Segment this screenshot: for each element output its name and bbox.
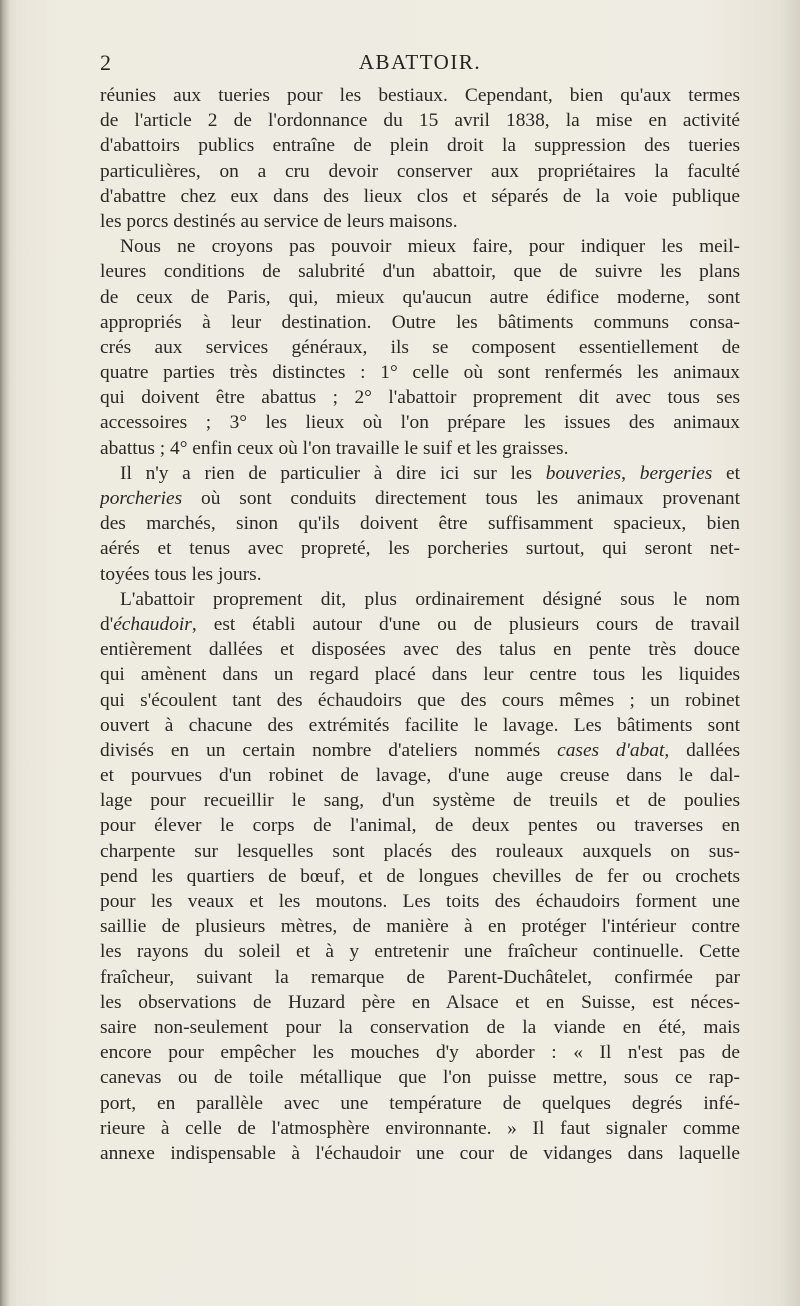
text-line: rieure à celle de l'atmosphère environnante. » Il faut signaler comme: [100, 1117, 740, 1139]
text-line: Il n'y a rien de particulier à dire ici sur les bouveries, bergeries et: [120, 462, 740, 484]
running-head: ABATTOIR.: [358, 50, 482, 74]
text-line: qui amènent dans un regard placé dans leur centre tous les liquides: [100, 664, 740, 686]
text-line: d'abattoirs publics entraîne de plein droit la suppression des tueries: [100, 135, 740, 157]
text-line: leures conditions de salubrité d'un abattoir, que de suivre les plans: [100, 261, 740, 283]
text-line: d'échaudoir, est établi autour d'une ou de plusieurs cours de travail: [100, 613, 740, 635]
text-line: encore pour empêcher les mouches d'y aborder : « Il n'est pas de: [100, 1042, 740, 1064]
body-text: [100, 83, 740, 1166]
page-gutter-shadow: [0, 0, 10, 1306]
text-line: de l'article 2 de l'ordonnance du 15 avril 1838, la mise en activité: [100, 110, 740, 132]
text-line: des marchés, sinon qu'ils doivent être suffisamment spacieux, bien: [100, 513, 740, 535]
page-header: [100, 50, 740, 80]
text-line: réunies aux tueries pour les bestiaux. Cependant, bien qu'aux termes: [100, 85, 740, 106]
text-line: et pourvues d'un robinet de lavage, d'une auge creuse dans le dal-: [100, 765, 740, 787]
text-line: divisés en un certain nombre d'ateliers nommés cases d'abat, dallées: [100, 739, 740, 761]
text-line: annexe indispensable à l'échaudoir une cour de vidanges dans laquelle: [100, 1142, 740, 1164]
text-line: Nous ne croyons pas pouvoir mieux faire, pour indiquer les meil-: [120, 236, 740, 258]
text-line: les porcs destinés au service de leurs maisons.: [100, 210, 458, 232]
text-line: pend les quartiers de bœuf, et de longues chevilles de fer ou crochets: [100, 865, 740, 887]
text-line: toyées tous les jours.: [100, 563, 262, 585]
text-line: port, en parallèle avec une température de quelques degrés infé-: [100, 1092, 740, 1114]
text-line: canevas ou de toile métallique que l'on puisse mettre, sous ce rap-: [100, 1067, 740, 1089]
text-line: fraîcheur, suivant la remarque de Parent-Duchâtelet, confirmée par: [100, 966, 740, 988]
text-line: les rayons du soleil et à y entretenir une fraîcheur continuelle. Cette: [100, 941, 740, 963]
text-line: particulières, on a cru devoir conserver aux propriétaires la faculté: [100, 160, 740, 182]
italic-term: porcheries: [100, 488, 183, 509]
text-line: qui doivent être abattus ; 2° l'abattoir proprement dit avec tous ses: [100, 387, 740, 409]
text-line: lage pour recueillir le sang, d'un système de treuils et de poulies: [100, 790, 740, 812]
text-line: appropriés à leur destination. Outre les bâtiments communs consa-: [100, 311, 740, 333]
text-line: d'abattre chez eux dans des lieux clos et séparés de la voie publique: [100, 185, 740, 207]
text-line: qui s'écoulent tant des échaudoirs que des cours mêmes ; un robinet: [100, 689, 740, 711]
text-line: saire non-seulement pour la conservation de la viande en été, mais: [100, 1016, 740, 1038]
text-line: abattus ; 4° enfin ceux où l'on travaille le suif et les graisses.: [100, 437, 569, 459]
text-line: L'abattoir proprement dit, plus ordinairement désigné sous le nom: [120, 588, 740, 610]
text-line: de ceux de Paris, qui, mieux qu'aucun autre édifice moderne, sont: [100, 286, 740, 308]
text-line: charpente sur lesquelles sont placés des rouleaux auxquels on sus-: [100, 840, 740, 862]
text-line: les observations de Huzard père en Alsace et en Suisse, est néces-: [100, 991, 740, 1013]
text-line: ouvert à chacune des extrémités facilite le lavage. Les bâtiments sont: [100, 714, 740, 736]
italic-term: bergeries: [639, 462, 713, 484]
text-line: aérés et tenus avec propreté, les porcheries surtout, qui seront net-: [100, 538, 740, 560]
text-line: pour les veaux et les moutons. Les toits des échaudoirs forment une: [100, 891, 740, 912]
italic-term: bouveries: [545, 462, 622, 484]
text-line: pour élever le corps de l'animal, de deux pentes ou traverses en: [100, 815, 740, 837]
text-line: accessoires ; 3° les lieux où l'on prépare les issues des animaux: [100, 412, 740, 434]
italic-term: cases d'abat: [557, 739, 665, 761]
text-line: crés aux services généraux, ils se composent essentiellement de: [100, 336, 740, 358]
page-number: 2: [100, 50, 111, 75]
text-line: saillie de plusieurs mètres, de manière à en protéger l'intérieur contre: [100, 916, 740, 938]
text-line: entièrement dallées et disposées avec des talus en pente très douce: [100, 639, 740, 661]
italic-term: échaudoir: [113, 613, 192, 635]
text-line: porcheries où sont conduits directement tous les animaux provenant: [100, 488, 740, 509]
text-line: quatre parties très distinctes : 1° celle où sont renfermés les animaux: [100, 362, 740, 384]
